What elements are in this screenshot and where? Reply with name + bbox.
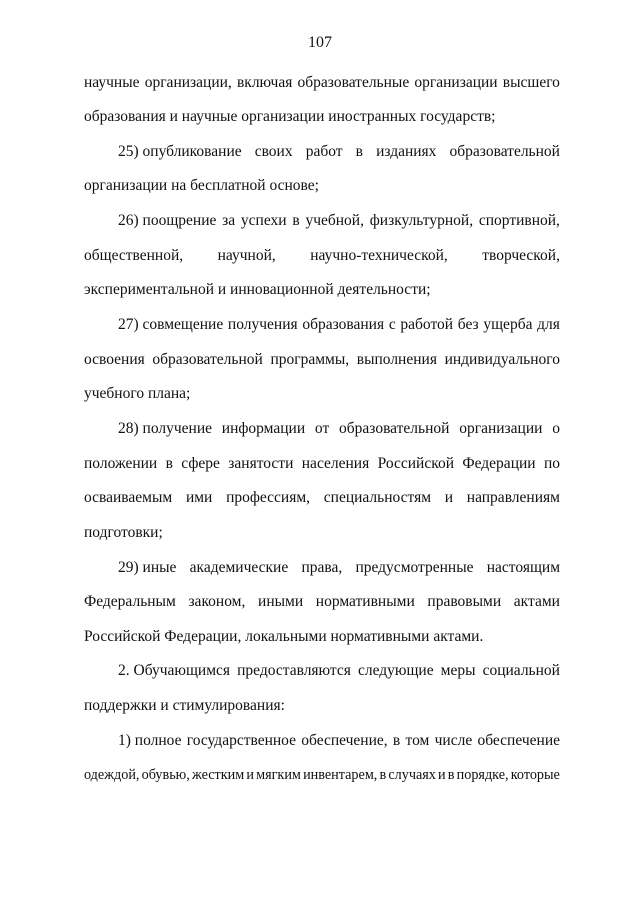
text-line: экспериментальной и инновационной деятельности; xyxy=(84,281,431,298)
text-line: Федеральным законом, иными нормативными правовыми актами xyxy=(84,593,560,610)
text-line: научные организации, включая образовательные организации высшего xyxy=(84,74,560,91)
text-line: образования и научные организации иностранных государств; xyxy=(84,108,496,125)
text-line: Российской Федерации, локальными нормативными актами. xyxy=(84,628,484,645)
list-item-28: 28) получение информации от образовательной организации о xyxy=(118,420,560,437)
text-line: подготовки; xyxy=(84,524,163,541)
text-line: общественной, научной, научно-технической, творческой, xyxy=(84,247,560,264)
list-item-27: 27) совмещение получения образования с работой без ущерба для xyxy=(118,316,560,333)
list-item-1: 1) полное государственное обеспечение, в том числе обеспечение xyxy=(118,732,560,749)
text-line: положении в сфере занятости населения Российской Федерации по xyxy=(84,455,560,472)
text-line: организации на бесплатной основе; xyxy=(84,177,319,194)
text-line: одеждой, обувью, жестким и мягким инвентарем, в случаях и в порядке, которые xyxy=(84,767,560,783)
text-line: учебного плана; xyxy=(84,385,191,402)
section-2-paragraph: 2. Обучающимся предоставляются следующие меры социальной xyxy=(118,662,560,679)
page-number: 107 xyxy=(308,34,332,51)
text-line: освоения образовательной программы, выполнения индивидуального xyxy=(84,351,560,368)
list-item-25: 25) опубликование своих работ в изданиях образовательной xyxy=(118,143,560,160)
list-item-26: 26) поощрение за успехи в учебной, физкультурной, спортивной, xyxy=(118,212,560,229)
text-line: поддержки и стимулирования: xyxy=(84,697,285,714)
text-line: осваиваемым ими профессиям, специальностям и направлениям xyxy=(84,489,560,506)
list-item-29: 29) иные академические права, предусмотренные настоящим xyxy=(118,559,560,576)
